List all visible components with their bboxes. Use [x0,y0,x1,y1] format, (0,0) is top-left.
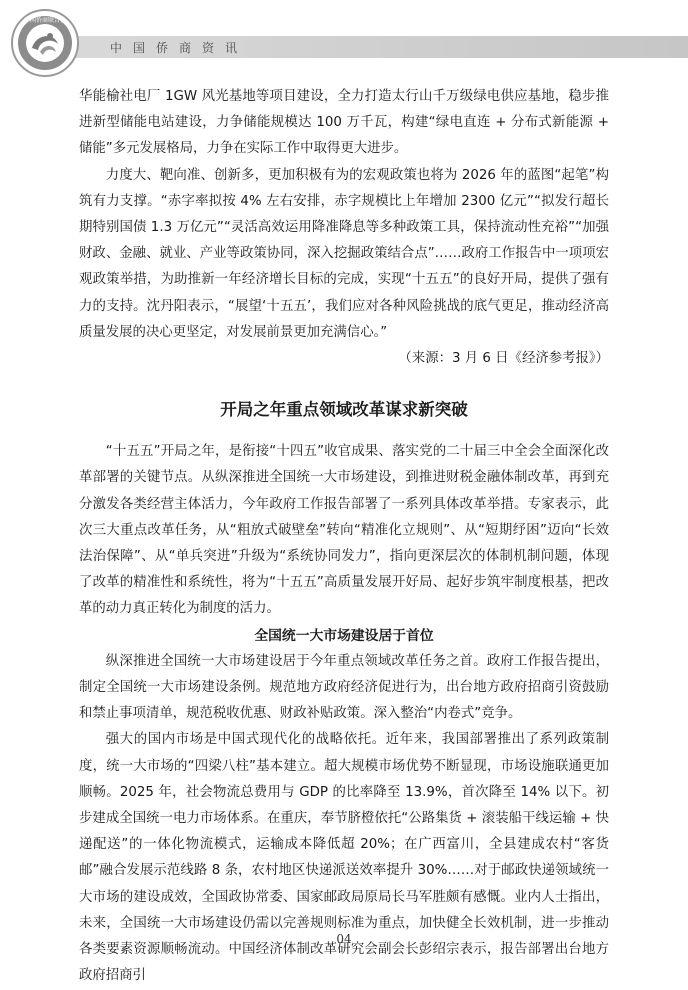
subsection-title: 全国统一大市场建设居于首位 [254,627,434,644]
paragraph-section-intro: “十五五”开局之年，是衔接“十四五”收官成果、落实党的二十届三中全会全面深化改革部署的关键节点。从纵深推进全国统一大市场建设，到推进财税金融体制改革，再到充分激发各类经营主体活力，今年政府工作报告部署了一系列具体改革举措。专家表示，此次三大重点改革任务，从“粗放式破壁垒”转向“精准化立规则”、从“短期纾困”迈向“长效法治保障”、从“单兵突进”升级为“系统协同发力”，指向更深层次的体制机制问题，体现了改革的精准性和系统性，将为“十五五”高质量发展开好局、起好步筑牢制度根基，把改革的动力真正转化为制度的活力。 [79,444,609,617]
association-logo-icon [10,8,80,78]
paragraph-domestic-market: 强大的国内市场是中国式现代化的战略依托。近年来，我国部署推出了系列政策制度，统一大市场的“四梁八柱”基本建立。超大规模市场优势不断显现，市场设施联通更加顺畅。2025 年，社会物流总费用与 GDP 的比率降至 13.9%，首次降至 14% 以下。初步建成全国统一电力市场体系。在重庆，奉节脐橙依托“公路集货 + 滚装船干线运输 + 快递配送”的一体化物流模式，运输成本降低超 20%；在广西富川，全县建成农村“客货邮”融合发展示范线路 8 条，农村地区快递派送效率提升 30%……对于邮政快递领域统一大市场的建设成效，全国政协常委、国家邮政局原局长马军胜颇有感慨。业内人士指出，未来，全国统一大市场建设仍需以完善规则标准为重点，加快健全长效机制，进一步推动各类要素资源顺畅流动。中国经济体制改革研究会副会长彭绍宗表示，报告部署出台地方政府招商引 [79,732,609,984]
logo-text: 中国侨商联合会 [23,17,67,24]
paragraph-macro-policy-text: 力度大、靶向准、创新多，更加积极有为的宏观政策也将为 2026 年的蓝图“起笔”构筑有力支撑。“赤字率拟按 4% 左右安排，赤字规模比上年增加 2300 亿元”“拟发行超长期特别国债 1.3 万亿元”“灵活高效运用降准降息等多种政策工具，保持流动性充裕”“加强财政、金融、就业、产业等政策协同，深入挖掘政策结合点”……政府工作报告中一项项宏观政策举措，为助推新一年经济增长目标的完成，实现“十五五”的良好开局，提供了强有力的支持。沈丹阳表示，“展望‘十五五’，我们应对各种风险挑战的底气更足，推动经济高质量发展的决心更坚定，对发展前景更加充满信心。” [79,167,609,340]
paragraph-intro-continuation: 华能榆社电厂 1GW 风光基地等项目建设，全力打造太行山千万级绿电供应基地，稳步推进新型储能电站建设，力争储能规模达 100 万千瓦，构建“绿电直连 + 分布式新能源 + 储能”多元发展格局，力争在实际工作中取得更大进步。 [79,89,609,157]
source-citation: （来源：3 月 6 日《经济参考报》） [398,351,609,367]
page-header [0,0,688,75]
paragraph-macro-policy [79,163,609,373]
article-body [79,84,609,990]
paragraph-unified-market: 纵深推进全国统一大市场建设居于今年重点领域改革任务之首。政府工作报告提出，制定全国统一大市场建设条例。规范地方政府经济促进行为，出台地方政府招商引资鼓励和禁止事项清单，规范税收优惠、财政补贴政策。深入整治“内卷式”竞争。 [79,653,609,722]
header-title: 中国侨商资讯 [110,41,249,55]
section-title: 开局之年重点领域改革谋求新突破 [220,400,468,420]
page-number: 04 [336,932,352,946]
